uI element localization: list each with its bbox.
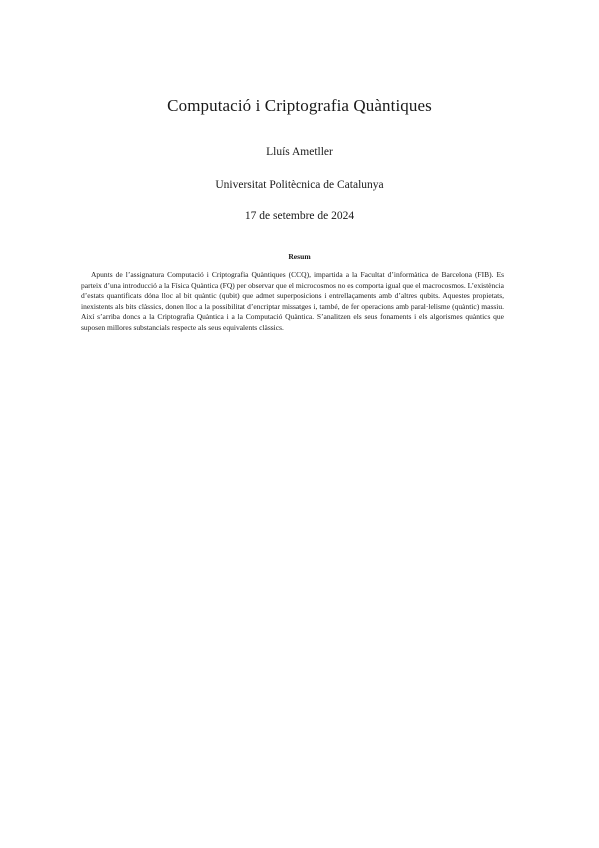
abstract-text: Apunts de l’assignatura Computació i Criptografia Quàntiques (CCQ), impartida a la Facultat d’informàtica de Barcelona (FIB). Es parteix d’una introducció a la Física Quàntica (FQ) per observar que el microcosmos no es comporta igual que el macrocosmos. L’existència d’estats quantificats dóna lloc al bit quàntic (qubit) que admet superposicions i entrellaçaments amb d’altres qubits. Aquestes propietats, inexistents als bits clàssics, donen lloc a la possibilitat d’encriptar missatges i, també, de fer operacions amb paral·lelisme (quàntic) massiu. Així s’arriba doncs a la Criptografia Quàntica i a la Computació Quàntica. S’analitzen els seus fonaments i els algorismes quàntics que suposen millores substancials respecte als seus equivalents clàssics. [81, 270, 504, 332]
paper-author: Lluís Ametller [266, 146, 333, 158]
paper-title: Computació i Criptografia Quàntiques [167, 96, 432, 115]
paper-date: 17 de setembre de 2024 [244, 210, 355, 222]
abstract-heading: Resum [288, 252, 311, 261]
paper-affiliation: Universitat Politècnica de Catalunya [215, 179, 384, 191]
